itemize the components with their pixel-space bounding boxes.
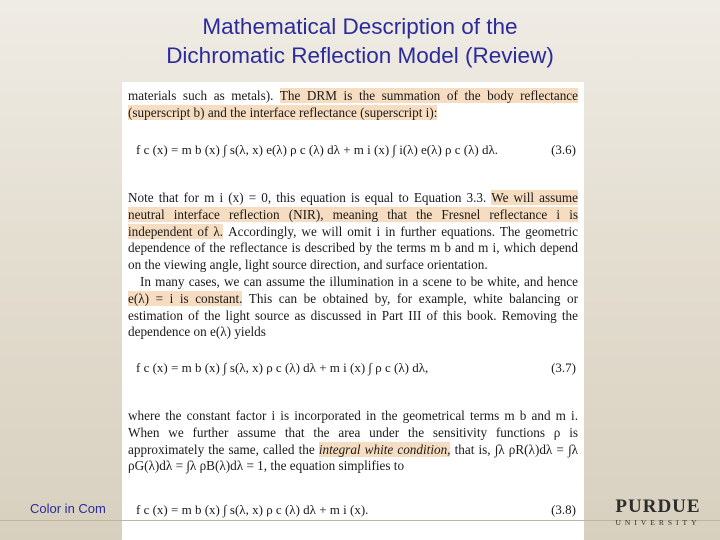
- equation-3-7-number: (3.7): [551, 360, 576, 375]
- equation-3-8-expression: f c (x) = m b (x) ∫ s(λ, x) ρ c (λ) dλ + m i (x).: [136, 502, 369, 517]
- equation-3-7: [136, 352, 576, 396]
- logo-main-text: PURDUE: [615, 496, 701, 517]
- paragraph-white-illumination: [128, 274, 578, 341]
- equation-3-6: [136, 134, 576, 178]
- slide-title: [0, 12, 720, 70]
- book-excerpt-image: [122, 82, 584, 540]
- equation-3-6-expression: f c (x) = m b (x) ∫ s(λ, x) e(λ) ρ c (λ) dλ + m i (x) ∫ i(λ) e(λ) ρ c (λ) dλ.: [136, 142, 499, 157]
- highlight-constant-illuminant: e(λ) = i is constant.: [128, 290, 243, 306]
- paragraph-integral-lead: where the constant factor i is incorporated in the geometrical terms m b and m i. When we further assume that the area under the sensitivity functions ρ is approximately the same, called the: [128, 408, 578, 457]
- equation-3-8-number: (3.8): [551, 502, 576, 517]
- paragraph-nir: [128, 190, 578, 274]
- paragraph-drm-text: materials such as metals).: [128, 88, 280, 103]
- paragraph-nir-lead: Note that for m i (x) = 0, this equation is equal to Equation 3.3.: [128, 190, 492, 205]
- logo-sub-text: UNIVERSITY: [615, 518, 701, 527]
- equation-3-6-number: (3.6): [551, 142, 576, 157]
- slide-title-line1: Mathematical Description of the: [202, 14, 518, 39]
- equation-3-8: [136, 494, 576, 538]
- paragraph-white-tail: This can be obtained by, for example, white balancing or estimation of the light source as discussed in Part III of this book. Removing the dependence on e(λ) yields: [128, 290, 578, 340]
- paragraph-integral-white: [128, 408, 578, 475]
- highlight-drm-definition: The DRM is the summation of the body reflectance (superscript b) and the interface reflectance (superscript i):: [128, 88, 578, 120]
- paragraph-white-lead: In many cases, we can assume the illumination in a scene to be white, and hence: [140, 274, 578, 289]
- footer-course-text: Color in Com: [30, 501, 106, 516]
- paragraph-drm: [128, 88, 578, 122]
- purdue-logo: [608, 496, 708, 532]
- highlight-integral-white: integral white condition,: [318, 441, 451, 457]
- paragraph-integral-tail: that is, ∫λ ρR(λ)dλ = ∫λ ρG(λ)dλ = ∫λ ρB(λ)dλ = 1, the equation simplifies to: [128, 441, 578, 474]
- highlight-nir-assumption: We will assume neutral interface reflection (NIR), meaning that the Fresnel reflectance i is independent of λ.: [128, 190, 578, 239]
- equation-3-7-expression: f c (x) = m b (x) ∫ s(λ, x) ρ c (λ) dλ + m i (x) ∫ ρ c (λ) dλ,: [136, 360, 429, 375]
- paragraph-nir-tail: Accordingly, we will omit i in further equations. The geometric dependence of the reflectance is described by the terms m b and m i, which depend on the viewing angle, light source direction, and surface orientation.: [128, 223, 578, 273]
- slide-title-line2: Dichromatic Reflection Model (Review): [166, 43, 554, 68]
